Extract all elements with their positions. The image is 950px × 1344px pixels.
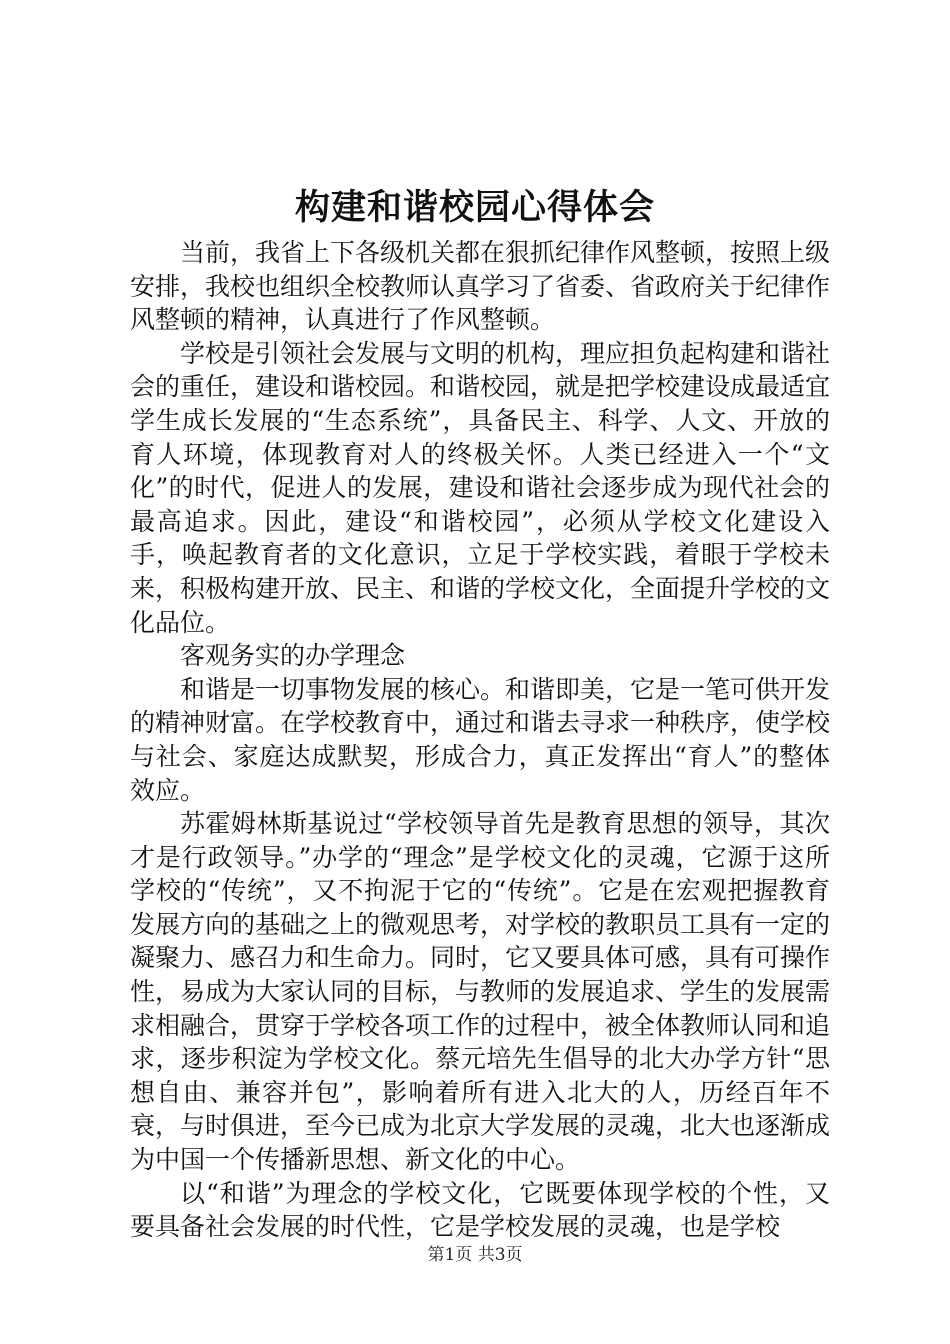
paragraph-harmony-core: 和谐是一切事物发展的核心。和谐即美，它是一笔可供开发的精神财富。在学校教育中，通过和谐去寻求一种秩序，使学校与社会、家庭达成默契，形成合力，真正发挥出“育人”的整体效应。 xyxy=(130,674,831,805)
paragraph-philosophy: 苏霍姆林斯基说过“学校领导首先是教育思想的领导，其次才是行政领导。”办学的“理念”是学校文化的灵魂，它源于这所学校的“传统”，又不拘泥于它的“传统”。它是在宏观把握教育发展方向的基础之上的微观思考，对学校的教职员工具有一定的凝聚力、感召力和生命力。同时，它又要具体可感，具有可操作性，易成为大家认同的目标，与教师的发展追求、学生的发展需求相融合，贯穿于学校各项工作的过程中，被全体教师认同和追求，逐步积淀为学校文化。蔡元培先生倡导的北大办学方针“思想自由、兼容并包”，影响着所有进入北大的人，历经百年不衰，与时俱进，至今已成为北京大学发展的灵魂，北大也逐渐成为中国一个传播新思想、新文化的中心。 xyxy=(130,809,831,1175)
page-number-footer: 第1页 共3页 xyxy=(427,1245,523,1265)
paragraph-school-culture: 以“和谐”为理念的学校文化，它既要体现学校的个性，又要具备社会发展的时代性，它是学校发展的灵魂，也是学校 xyxy=(130,1178,830,1242)
paragraph-intro: 当前，我省上下各级机关都在狠抓纪律作风整顿，按照上级安排，我校也组织全校教师认真学习了省委、省政府关于纪律作风整顿的精神，认真进行了作风整顿。 xyxy=(130,238,831,335)
section-heading: 客观务实的办学理念 xyxy=(180,641,406,671)
document-body xyxy=(130,236,830,1244)
paragraph-harmonious-campus: 学校是引领社会发展与文明的机构，理应担负起构建和谐社会的重任，建设和谐校园。和谐校园，就是把学校建设成最适宜学生成长发展的“生态系统”，具备民主、科学、人文、开放的育人环境，体现教育对人的终极关怀。人类已经进入一个“文化”的时代，促进人的发展，建设和谐社会逐步成为现代社会的最高追求。因此，建设“和谐校园”，必须从学校文化建设入手，唤起教育者的文化意识，立足于学校实践，着眼于学校未来，积极构建开放、民主、和谐的学校文化，全面提升学校的文化品位。 xyxy=(130,338,831,637)
document-title: 构建和谐校园心得体会 xyxy=(294,187,655,228)
